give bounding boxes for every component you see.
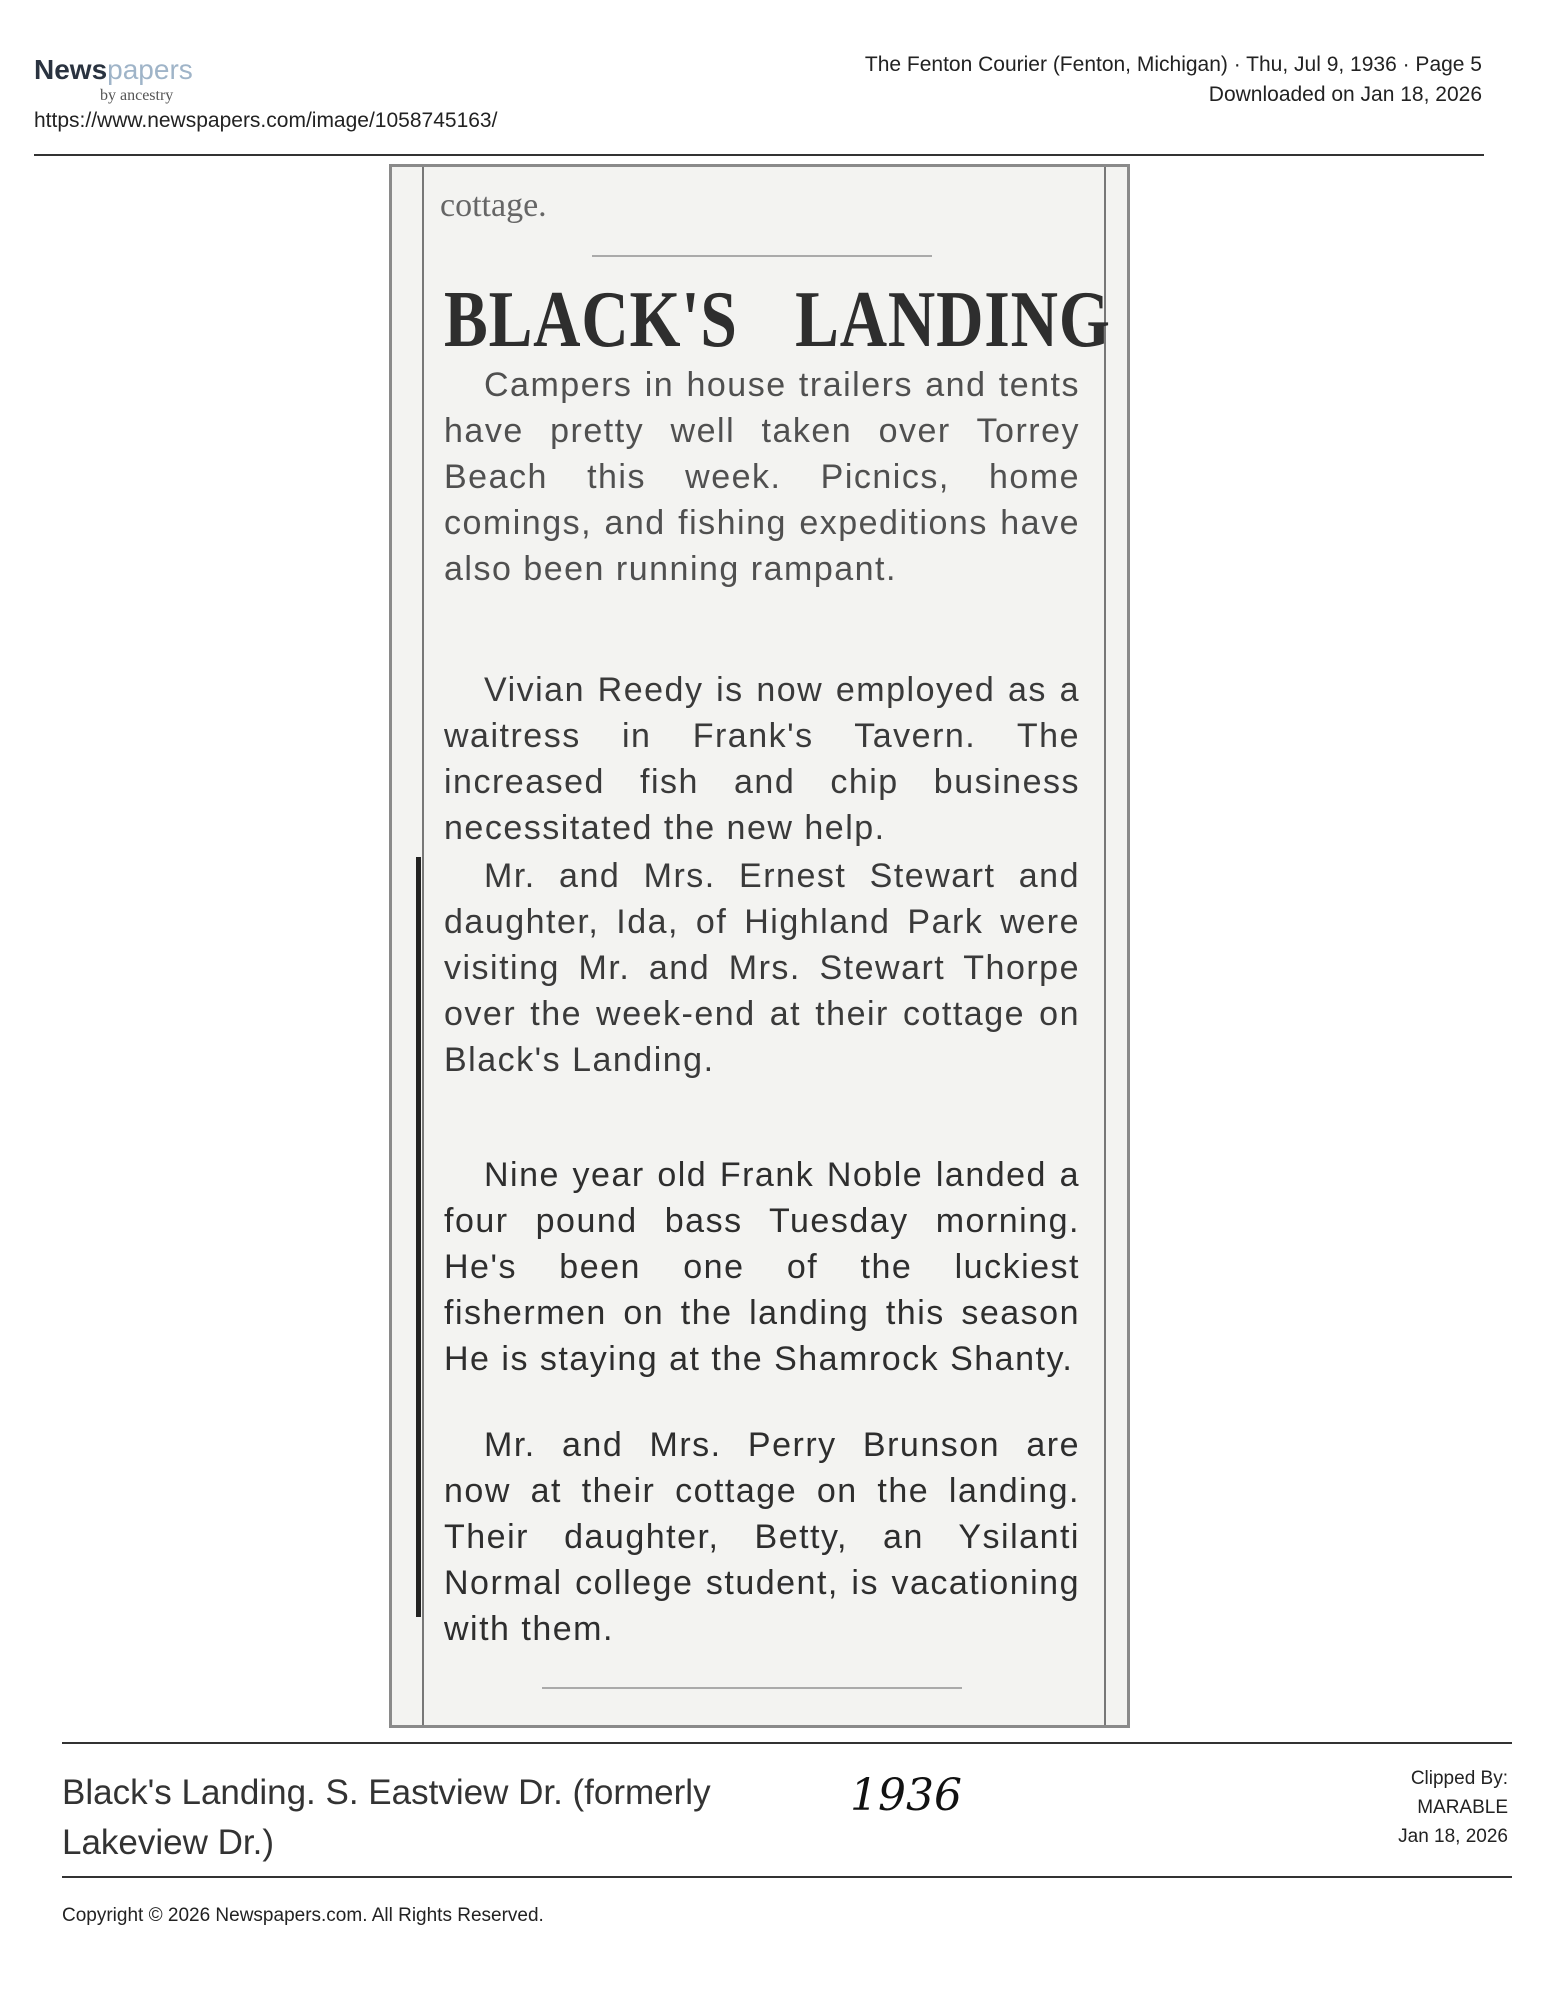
downloaded-date: Downloaded on Jan 18, 2026 — [1208, 83, 1482, 106]
clipped-user[interactable]: MARABLE — [1417, 1797, 1508, 1818]
headline-rule — [592, 255, 932, 257]
paragraph-5: Mr. and Mrs. Perry Brunson are now at their cottage on the landing. Their daughter, Betty, an Ysilanti Normal college student, is vacationing with them. — [444, 1426, 1080, 1648]
clipped-by-info — [1398, 1764, 1508, 1851]
right-column-rule — [1104, 167, 1106, 1728]
source-info — [865, 50, 1482, 110]
footer-divider-top — [62, 1742, 1512, 1744]
footer-divider-bottom — [62, 1876, 1512, 1878]
clipping-caption: Black's Landing. S. Eastview Dr. (formerly Lakeview Dr.) — [62, 1773, 711, 1862]
clipped-date: Jan 18, 2026 — [1398, 1826, 1508, 1847]
top-fragment: cottage. — [440, 187, 547, 224]
header-divider — [34, 154, 1484, 156]
paragraph-2: Vivian Reedy is now employed as a waitress in Frank's Tavern. The increased fish and chip business necessitated the new help. — [444, 671, 1080, 847]
paragraph-4: Nine year old Frank Noble landed a four pound bass Tuesday morning. He's been one of the luckiest fishermen on the landing this season He is staying at the Shamrock Shanty. — [444, 1156, 1080, 1378]
headline — [444, 275, 1111, 366]
copyright: Copyright © 2026 Newspapers.com. All Rights Reserved. — [62, 1905, 544, 1926]
logo-main-text: News — [34, 54, 108, 85]
source-line: The Fenton Courier (Fenton, Michigan) · Thu, Jul 9, 1936 · Page 5 — [864, 53, 1482, 76]
image-url[interactable]: https://www.newspapers.com/image/1058745163/ — [34, 109, 498, 132]
logo-subtitle: by ancestry — [100, 87, 174, 104]
clipped-label: Clipped By: — [1410, 1768, 1508, 1789]
logo-wordmark — [34, 56, 193, 84]
left-dark-rule — [416, 857, 421, 1617]
handwritten-year: 1936 — [850, 1770, 962, 1821]
paragraph-3: Mr. and Mrs. Ernest Stewart and daughter, Ida, of Highland Park were visiting Mr. and Mrs. Stewart Thorpe over the week-end at their cottage on Black's Landing. — [444, 857, 1080, 1079]
paragraph-1: Campers in house trailers and tents have pretty well taken over Torrey Beach this week. Picnics, home comings, and fishing expeditions have also been running rampant. — [444, 366, 1080, 588]
bottom-rule — [542, 1687, 962, 1689]
headline-word-2: LANDING — [795, 276, 1111, 364]
left-column-rule — [422, 167, 424, 1728]
headline-word-1: BLACK'S — [444, 276, 738, 364]
newspaper-clipping — [389, 164, 1130, 1728]
newspapers-logo[interactable] — [34, 56, 193, 104]
logo-light-text: papers — [107, 54, 193, 85]
